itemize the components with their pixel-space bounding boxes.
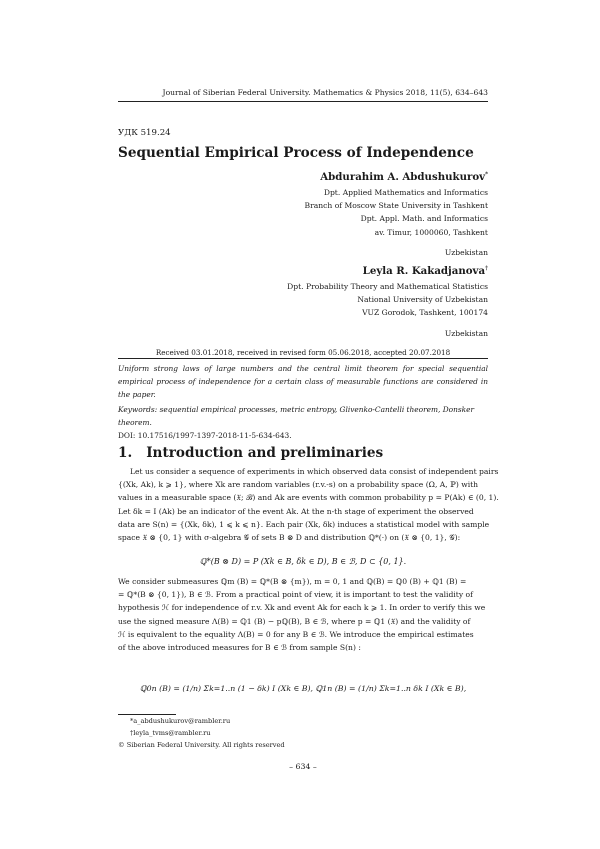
author-2-name: Leyla R. Kakadjanova† (362, 265, 488, 277)
author-2-affiliation (287, 280, 488, 340)
text-line: {(Xk, Ak), k ⩾ 1}, where Xk are random variables (r.v.-s) on a probability space (Ω, A, ℙ) with (118, 480, 479, 490)
footnote-email-1: *a_abdushukurov@rambler.ru (130, 717, 231, 725)
footnote-rule (118, 714, 176, 715)
text-line: Let us consider a sequence of experiments in which observed data consist of independent pairs (130, 467, 499, 476)
text-line: data are S(n) = {(Xk, δk), 1 ⩽ k ⩽ n}. Each pair (Xk, δk) induces a statistical model with sample (118, 519, 490, 529)
paragraph-2 (118, 575, 488, 654)
text-line: We consider submeasures ℚm (B) = ℚ*(B ⊗ {m}), m = 0, 1 and ℚ(B) = ℚ0 (B) + ℚ1 (B) = (118, 577, 467, 586)
affiliation-country: Uzbekistan (444, 247, 488, 257)
text-line: space 𝔛 ⊗ {0, 1} with σ-algebra 𝒢 of sets B ⊗ D and distribution ℚ*(·) on (𝔛 ⊗ {0, 1}, 𝒢): (118, 533, 461, 543)
footnote-email-2: †leyla_tvms@rambler.ru (130, 729, 211, 737)
page-number: – 634 – (289, 762, 317, 771)
received-dates: Received 03.01.2018, received in revised form 05.06.2018, accepted 20.07.2018 (155, 348, 451, 357)
affiliation-line: Dpt. Applied Mathematics and Informatics (323, 188, 488, 197)
section-heading: 1. Introduction and preliminaries (118, 445, 384, 461)
affiliation-line: Dpt. Probability Theory and Mathematical Statistics (287, 282, 488, 291)
header-rule (118, 101, 488, 102)
journal-header: Journal of Siberian Federal University. Mathematics & Physics 2018, 11(5), 634–643 (162, 88, 488, 97)
keywords-block (118, 403, 488, 442)
affiliation-line: VUZ Gorodok, Tashkent, 100174 (362, 308, 488, 318)
udk-code: УДК 519.24 (118, 128, 171, 138)
doi: DOI: 10.17516/1997-1397-2018-11-5-634-643. (118, 431, 292, 440)
paper-title: Sequential Empirical Process of Independence (118, 145, 474, 161)
keywords-label: Keywords: (118, 405, 158, 414)
text-line: Let δk = I (Ak) be an indicator of the event Ak. At the n-th stage of experiment the observed (118, 506, 474, 516)
author-1-name: Abdurahim A. Abdushukurov* (320, 171, 488, 183)
affiliation-country: Uzbekistan (444, 328, 488, 338)
text-line: hypothesis ℋ for independence of r.v. Xk and event Ak for each k ⩾ 1. In order to verify this we (118, 603, 486, 613)
equation-1: ℚ*(B ⊗ D) = P (Xk ∈ B, δk ∈ D), B ∈ ℬ, D ⊂ {0, 1}. (199, 557, 407, 566)
equation-2: ℚ0n (B) = (1/n) Σk=1..n (1 − δk) I (Xk ∈ B), ℚ1n (B) = (1/n) Σk=1..n δk I (Xk ∈ B), (139, 684, 467, 693)
text-line: of the above introduced measures for B ∈ ℬ from sample S(n) : (118, 643, 361, 653)
affiliation-line: av. Timur, 1000060, Tashkent (374, 227, 488, 237)
text-line: values in a measurable space (𝔛; ℬ) and Ak are events with common probability p = P(Ak) ∈ (0, 1). (118, 493, 499, 503)
affiliation-line: Dpt. Appl. Math. and Informatics (360, 214, 488, 224)
text-line: = ℚ*(B ⊗ {0, 1}), B ∈ ℬ. From a practical point of view, it is important to test the validity of (118, 590, 473, 600)
affiliation-line: Branch of Moscow State University in Tashkent (304, 201, 488, 211)
abstract-rule (118, 358, 488, 359)
copyright-notice: © Siberian Federal University. All rights reserved (118, 741, 285, 749)
paragraph-1 (118, 465, 499, 544)
keywords-text: sequential empirical processes, metric entropy, Glivenko-Cantelli theorem, Donsker theorem. (118, 405, 475, 427)
text-line: ℋ is equivalent to the equality Λ(B) = 0 for any B ∈ ℬ. We introduce the empirical estimates (118, 629, 474, 639)
abstract: Uniform strong laws of large numbers and the central limit theorem for special sequential empirical process of independence for a certain class of measurable functions are considered in the paper. (118, 364, 488, 399)
text-line: use the signed measure Λ(B) = ℚ1 (B) − pℚ(B), B ∈ ℬ, where p = ℚ1 (𝔛) and the validity of (118, 616, 471, 626)
author-1-affiliation (305, 186, 488, 259)
affiliation-line: National University of Uzbekistan (357, 295, 488, 305)
